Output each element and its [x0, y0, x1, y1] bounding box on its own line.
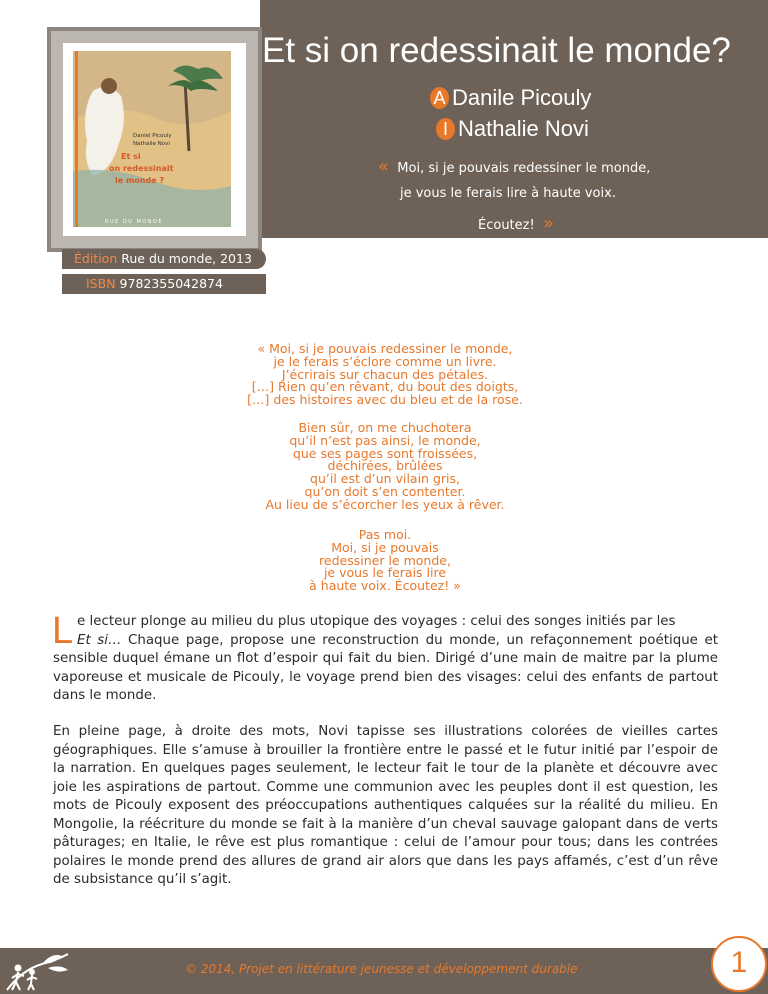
author-line	[430, 85, 591, 111]
cover-illustrator: Nathalie Novi	[133, 141, 170, 147]
header-quote-line-1: « Moi, si je pouvais redessiner le monde,	[378, 156, 651, 177]
illustrator-badge: I	[436, 118, 455, 140]
author-name: Danile Picouly	[452, 85, 592, 110]
cover-title-3: le monde ?	[115, 176, 165, 185]
isbn-value: 9782355042874	[119, 276, 223, 291]
cover-title-2: on redessinait	[109, 164, 174, 173]
header-quote-line-2: je vous le ferais lire à haute voix.	[400, 186, 616, 201]
header-quote-line-3: Écoutez! »	[478, 213, 554, 234]
page-title: Et si on redessinait le monde?	[262, 31, 731, 70]
isbn-label: ISBN	[86, 276, 116, 291]
poem-stanza-1: « Moi, si je pouvais redessiner le monde, je le ferais s’éclore comme un livre. J’écrirais sur chacun des pétales. […] Rien qu’en rêvant, du bout des doigts, […] des histoires avec du bleu et de la rose.	[247, 341, 523, 408]
edition-value: Rue du monde, 2013	[121, 251, 252, 266]
book-cover-illustration	[73, 51, 231, 227]
quote-open-mark: «	[378, 156, 390, 177]
edition-label: Édition	[74, 251, 118, 266]
cover-publisher: RUE DU MONDE	[105, 219, 163, 225]
italic-title: Et si…	[77, 632, 122, 648]
illustrator-name: Nathalie Novi	[458, 116, 589, 141]
poem-stanza-2: Bien sûr, on me chuchotera qu’il n’est pas ainsi, le monde, que ses pages sont froissées, déchirées, brûlées qu’il est d’un vilain gris, qu’on doit s’en contenter. Au lieu de s’écorcher les yeux à rêver.	[265, 420, 505, 512]
quote-close-mark: »	[542, 213, 554, 234]
edition-strip	[62, 249, 266, 269]
dropcap: L	[52, 610, 74, 652]
book-cover	[63, 43, 246, 236]
isbn-strip	[62, 274, 266, 294]
cover-author: Daniel Picouly	[133, 133, 172, 139]
page-number: 1	[711, 936, 767, 992]
cover-title-1: Et si	[121, 152, 141, 161]
project-logo-icon	[2, 950, 72, 992]
poem-stanza-3: Pas moi. Moi, si je pouvais redessiner le monde, je vous le ferais lire à haute voix. Écoutez! »	[309, 527, 461, 594]
footer-bar	[0, 948, 768, 994]
review-paragraph-2: En pleine page, à droite des mots, Novi tapisse ses illustrations colorées de vieilles cartes géographiques. Elle s’amuse à brouiller la frontière entre le passé et le futur initié par l’espoir de la narration. En quelques pages seulement, le lecteur fait le tour de la planète et découvre avec joie les aspirations de partout. Comme une communion avec les peuples dont il est question, les mots de Picouly exposent des préoccupations authentiques calquées sur la réalité du milieu. En Mongolie, la réécriture du monde se fait à la manière d’un cheval sauvage galopant dans de verts pâturages; en Italie, le rêve est plus romantique : celui de l’amour pour tous; dans les contrées polaires le monde prend des allures de grand air alors que dans les pays affamés, c’est d’un rêve de subsistance qu’il s’agit.	[53, 724, 718, 887]
review-paragraph-1: e lecteur plonge au milieu du plus utopique des voyages : celui des songes initiés par les Et si… Chaque page, propose une reconstruction du monde, un refaçonnement poétique et sensible duquel émane un flot d’espoir qui fait du bien. Dirigé d’une main de maitre par la plume vaporeuse et musicale de Picouly, le voyage prend bien des visages: celui des enfants de partout dans le monde.	[53, 614, 718, 703]
illustrator-line	[436, 116, 589, 142]
author-badge: A	[430, 87, 449, 109]
footer-copyright: © 2014, Projet en littérature jeunesse et développement durable	[185, 962, 578, 976]
book-cover-frame	[47, 27, 262, 252]
